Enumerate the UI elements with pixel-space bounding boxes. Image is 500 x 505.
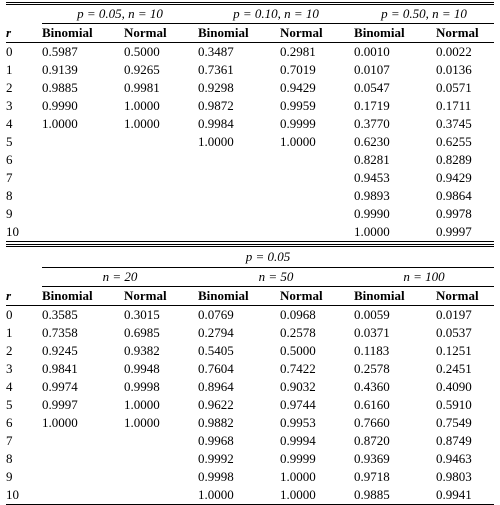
table-row (6, 360, 494, 378)
r-value: 0 (6, 44, 13, 59)
normal-value: 0.9959 (280, 98, 316, 113)
binomial-value: 0.8720 (354, 433, 390, 448)
normal-value: 0.2981 (280, 44, 316, 59)
normal-value (124, 169, 198, 187)
table-row (6, 187, 494, 205)
normal-value: 0.5000 (280, 343, 316, 358)
top-table-body (6, 4, 494, 242)
normal-value: 0.8289 (436, 152, 472, 167)
bottom-binomial-header-2: Binomial (198, 287, 280, 306)
r-value: 1 (6, 62, 13, 77)
table-row (6, 133, 494, 151)
table-row (6, 486, 494, 505)
normal-value: 0.9999 (280, 451, 316, 466)
normal-value: 0.7549 (436, 415, 472, 430)
binomial-value: 0.9998 (198, 469, 234, 484)
top-corner-cell (6, 4, 42, 24)
normal-value: 0.9998 (124, 379, 160, 394)
r-value: 1 (6, 325, 13, 340)
table-row (6, 342, 494, 360)
binomial-value: 0.3487 (198, 44, 234, 59)
r-value: 9 (6, 469, 13, 484)
bottom-normal-header-1: Normal (124, 287, 198, 306)
bottom-table-title: p = 0.05 (42, 246, 494, 268)
normal-value: 0.0197 (436, 307, 472, 322)
normal-value (280, 205, 354, 223)
binomial-value: 0.7660 (354, 415, 390, 430)
normal-value: 0.3015 (124, 307, 160, 322)
binomial-value: 0.9974 (42, 379, 78, 394)
normal-value: 0.8749 (436, 433, 472, 448)
r-value: 3 (6, 98, 13, 113)
normal-value: 0.9265 (124, 62, 160, 77)
binomial-value: 0.9984 (198, 116, 234, 131)
normal-value: 0.9999 (280, 116, 316, 131)
normal-value: 0.9744 (280, 397, 316, 412)
table-row (6, 205, 494, 223)
table-row (6, 223, 494, 242)
binomial-value: 0.7361 (198, 62, 234, 77)
normal-value: 1.0000 (280, 486, 354, 505)
top-column-header-row (6, 24, 494, 43)
normal-value: 0.9429 (436, 170, 472, 185)
normal-value: 0.0022 (436, 44, 472, 59)
normal-value: 0.9981 (124, 80, 160, 95)
normal-value (124, 151, 198, 169)
normal-value: 1.0000 (124, 397, 160, 412)
bottom-binomial-header-3: Binomial (354, 287, 436, 306)
binomial-value (42, 151, 124, 169)
normal-value (124, 205, 198, 223)
normal-value: 0.9382 (124, 343, 160, 358)
binomial-value: 0.1183 (354, 343, 390, 358)
binomial-value: 0.9245 (42, 343, 78, 358)
normal-value: 0.9997 (436, 223, 494, 242)
binomial-value: 0.9718 (354, 469, 390, 484)
normal-value: 0.9994 (280, 433, 316, 448)
normal-value: 0.2451 (436, 361, 472, 376)
normal-value (124, 432, 198, 450)
normal-value (280, 187, 354, 205)
normal-value (124, 450, 198, 468)
normal-value (124, 486, 198, 505)
binomial-value (42, 133, 124, 151)
table-row (6, 79, 494, 97)
normal-value: 0.9803 (436, 469, 472, 484)
normal-value: 0.0136 (436, 62, 472, 77)
bottom-group-2: n = 50 (198, 268, 354, 287)
binomial-value: 0.9968 (198, 433, 234, 448)
normal-value (280, 169, 354, 187)
binomial-value (198, 151, 280, 169)
table-row (6, 169, 494, 187)
normal-value (124, 187, 198, 205)
table-row (6, 97, 494, 115)
binomial-value: 0.0107 (354, 62, 390, 77)
table-row (6, 450, 494, 468)
binomial-value (42, 205, 124, 223)
binomial-value: 0.9997 (42, 397, 78, 412)
table-row (6, 151, 494, 169)
top-r-header: r (6, 24, 42, 43)
binomial-value: 0.0547 (354, 80, 390, 95)
binomial-value: 0.5405 (198, 343, 234, 358)
binomial-value: 0.9992 (198, 451, 234, 466)
r-value: 0 (6, 307, 13, 322)
binomial-value: 0.3770 (354, 116, 390, 131)
binomial-value: 0.8964 (198, 379, 234, 394)
top-binomial-header-1: Binomial (42, 24, 124, 43)
binomial-value: 0.0010 (354, 44, 390, 59)
bottom-group-header-row (6, 268, 494, 287)
top-normal-header-2: Normal (280, 24, 354, 43)
normal-value: 0.3745 (436, 116, 472, 131)
normal-value: 0.7422 (280, 361, 316, 376)
normal-value: 0.9941 (436, 486, 494, 505)
bottom-normal-header-3: Normal (436, 287, 494, 306)
binomial-value: 0.9990 (42, 98, 78, 113)
normal-value: 0.5910 (436, 397, 472, 412)
binomial-value (198, 187, 280, 205)
table-row (6, 306, 494, 325)
r-value: 6 (6, 415, 13, 430)
top-group-2: p = 0.10, n = 10 (198, 4, 354, 24)
normal-value: 1.0000 (280, 134, 316, 149)
binomial-value: 0.9893 (354, 188, 390, 203)
top-group-3: p = 0.50, n = 10 (354, 4, 494, 24)
r-value: 4 (6, 116, 13, 131)
normal-value: 1.0000 (280, 469, 316, 484)
binomial-value: 0.9882 (198, 415, 234, 430)
bottom-column-header-row (6, 287, 494, 306)
r-value: 9 (6, 206, 13, 221)
binomial-value: 0.9369 (354, 451, 390, 466)
r-value: 2 (6, 343, 13, 358)
binomial-value: 0.4360 (354, 379, 390, 394)
normal-value (124, 468, 198, 486)
binomial-value: 0.9298 (198, 80, 234, 95)
r-value: 5 (6, 397, 13, 412)
normal-value: 0.6255 (436, 134, 472, 149)
r-value: 7 (6, 433, 13, 448)
binomial-value: 0.3585 (42, 307, 78, 322)
normal-value (124, 223, 198, 242)
binomial-value (42, 223, 124, 242)
bottom-r-header: r (6, 287, 42, 306)
binomial-value: 0.9139 (42, 62, 78, 77)
binomial-value: 0.9885 (42, 80, 78, 95)
binomial-value: 0.9453 (354, 170, 390, 185)
binomial-value: 0.2578 (354, 361, 390, 376)
normal-value: 0.9953 (280, 415, 316, 430)
normal-value (124, 133, 198, 151)
binomial-value: 0.0769 (198, 307, 234, 322)
binomial-value (42, 450, 124, 468)
binomial-value (42, 169, 124, 187)
r-value: 4 (6, 379, 13, 394)
binomial-value: 0.1719 (354, 98, 390, 113)
bottom-normal-header-2: Normal (280, 287, 354, 306)
binomial-value: 0.7604 (198, 361, 234, 376)
r-value: 7 (6, 170, 13, 185)
table-row (6, 115, 494, 133)
table-row (6, 414, 494, 432)
r-value: 3 (6, 361, 13, 376)
binomial-value: 0.2794 (198, 325, 234, 340)
binomial-value: 0.6230 (354, 134, 390, 149)
bottom-corner-cell (6, 268, 42, 287)
binomial-value: 0.8281 (354, 152, 390, 167)
comparison-table-top (6, 2, 494, 242)
bottom-group-3: n = 100 (354, 268, 494, 287)
r-value: 10 (6, 223, 42, 242)
normal-value: 0.1251 (436, 343, 472, 358)
normal-value: 0.1711 (436, 98, 472, 113)
normal-value: 1.0000 (124, 415, 160, 430)
binomial-value: 1.0000 (42, 116, 78, 131)
top-binomial-header-3: Binomial (354, 24, 436, 43)
binomial-value: 0.9990 (354, 206, 390, 221)
r-value: 2 (6, 80, 13, 95)
binomial-value: 1.0000 (198, 486, 280, 505)
binomial-value (42, 187, 124, 205)
normal-value: 0.9463 (436, 451, 472, 466)
table-row (6, 43, 494, 62)
binomial-value (198, 169, 280, 187)
binomial-value: 1.0000 (198, 134, 234, 149)
binomial-value (198, 205, 280, 223)
table-row (6, 468, 494, 486)
normal-value: 0.5000 (124, 44, 160, 59)
normal-value: 0.9978 (436, 206, 472, 221)
top-binomial-header-2: Binomial (198, 24, 280, 43)
table-row (6, 396, 494, 414)
binomial-value: 0.9841 (42, 361, 78, 376)
normal-value: 0.0571 (436, 80, 472, 95)
binomial-value: 0.9885 (354, 486, 436, 505)
normal-value: 0.4090 (436, 379, 472, 394)
top-normal-header-1: Normal (124, 24, 198, 43)
binomial-value (42, 468, 124, 486)
normal-value: 0.0968 (280, 307, 316, 322)
bottom-title-row (6, 246, 494, 268)
normal-value: 0.9429 (280, 80, 316, 95)
bottom-binomial-header-1: Binomial (42, 287, 124, 306)
normal-value: 1.0000 (124, 116, 160, 131)
bottom-table-body (6, 246, 494, 505)
binomial-value (198, 223, 280, 242)
binomial-value: 0.5987 (42, 44, 78, 59)
normal-value: 0.9864 (436, 188, 472, 203)
binomial-value: 0.7358 (42, 325, 78, 340)
top-group-header-row (6, 4, 494, 24)
binomial-value (42, 432, 124, 450)
normal-value: 0.2578 (280, 325, 316, 340)
normal-value (280, 151, 354, 169)
r-value: 10 (6, 486, 42, 505)
table-row (6, 61, 494, 79)
normal-value: 1.0000 (124, 98, 160, 113)
binomial-value: 1.0000 (42, 415, 78, 430)
top-normal-header-3: Normal (436, 24, 494, 43)
normal-value: 0.9948 (124, 361, 160, 376)
table-row (6, 324, 494, 342)
table-row (6, 432, 494, 450)
r-value: 8 (6, 188, 13, 203)
r-value: 5 (6, 134, 13, 149)
binomial-value: 0.9872 (198, 98, 234, 113)
normal-value: 0.6985 (124, 325, 160, 340)
normal-value: 0.9032 (280, 379, 316, 394)
r-value: 6 (6, 152, 13, 167)
binomial-value: 0.6160 (354, 397, 390, 412)
top-group-1: p = 0.05, n = 10 (42, 4, 198, 24)
comparison-table-bottom (6, 244, 494, 505)
table-row (6, 378, 494, 396)
binomial-value: 0.0371 (354, 325, 390, 340)
normal-value: 0.7019 (280, 62, 316, 77)
binomial-value: 0.0059 (354, 307, 390, 322)
bottom-group-1: n = 20 (42, 268, 198, 287)
normal-value (280, 223, 354, 242)
binomial-value: 1.0000 (354, 223, 436, 242)
normal-value: 0.0537 (436, 325, 472, 340)
binomial-value (42, 486, 124, 505)
binomial-value: 0.9622 (198, 397, 234, 412)
bottom-title-corner (6, 246, 42, 268)
r-value: 8 (6, 451, 13, 466)
